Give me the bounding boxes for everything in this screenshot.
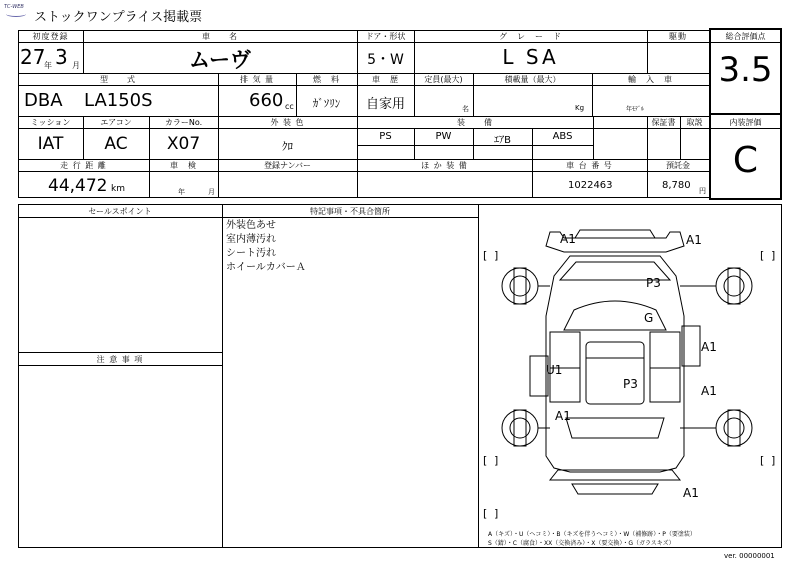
damage-mark: U1 [546, 363, 563, 377]
load-unit: Kg [575, 104, 585, 112]
label-other-equipment: ほ か 装 備 [421, 161, 468, 170]
label-fuel: 燃 料 [313, 75, 340, 84]
sales-point-title: セールスポイント [88, 207, 152, 216]
car-name: ムーヴ [189, 48, 251, 72]
first-reg-month: 3 [55, 45, 68, 69]
displacement: 660 [249, 90, 284, 111]
wheel-rr [716, 410, 752, 446]
note-item: 外装色あせ [226, 220, 276, 231]
note-item: シート汚れ [226, 248, 276, 259]
wheel-rl [502, 410, 538, 446]
label-serial: 車 台 番 号 [566, 161, 613, 170]
label-equipment: 装 備 [457, 118, 493, 127]
label-car-name: 車 名 [202, 32, 238, 41]
label-load: 積載量（最大） [504, 75, 561, 84]
bracket: ] [771, 454, 776, 467]
aircon: AC [104, 134, 128, 154]
model-prefix: DBA [24, 90, 63, 111]
first-reg-year: 27 [20, 45, 46, 69]
damage-mark: A1 [701, 384, 717, 398]
capacity-unit: 名 [462, 105, 469, 113]
label-usage: 車 歴 [372, 75, 399, 84]
notes-title: 特記事項・不具合箇所 [310, 207, 390, 216]
label-rating: 総合評価点 [725, 32, 766, 41]
note-item: ホイールカバーＡ [226, 262, 306, 273]
damage-mark: P3 [646, 276, 661, 290]
label-drive: 駆動 [669, 32, 687, 41]
year-unit: 年 [44, 61, 52, 70]
interior-rating: C [732, 140, 759, 181]
label-grade: グ レ ー ド [499, 32, 562, 41]
damage-mark: A1 [555, 409, 571, 423]
note-item: 室内薄汚れ [226, 234, 276, 245]
bracket: [ [483, 454, 488, 467]
bracket: ] [494, 454, 499, 467]
damage-mark: A1 [701, 340, 717, 354]
grade: L SA [502, 45, 559, 69]
equipment-3: ｴｱB [494, 135, 511, 146]
car-body-outline [546, 256, 684, 472]
equipment-2: PW [435, 131, 452, 142]
label-interior: 内装評価 [729, 118, 762, 127]
km-unit: km [111, 184, 125, 194]
label-mileage: 走 行 距 離 [60, 161, 107, 170]
version: ver. 00000001 [724, 552, 775, 560]
label-exterior: 外 装 色 [270, 118, 305, 127]
caution-title: 注 意 事 項 [96, 355, 144, 364]
label-manual: 取説 [686, 118, 703, 127]
legend-line-2: S（錆）・C（腐食）・XX（交換済み）・X（要交換）・G（ガラスキズ） [488, 540, 675, 547]
label-first-reg: 初度登録 [32, 32, 69, 41]
label-mission: ミッション [30, 118, 71, 127]
month-unit: 月 [72, 61, 80, 70]
inspection-year-unit: 年 [178, 188, 185, 196]
wheel-fr [716, 268, 752, 304]
bracket: ] [771, 249, 776, 262]
label-model: 型 式 [100, 75, 136, 84]
fuel: ｶﾞｿﾘﾝ [312, 97, 341, 110]
cc-unit: cc [285, 102, 294, 111]
equipment-4: ABS [552, 131, 573, 142]
mileage: 44,472 [48, 176, 108, 196]
legend-line-1: A（キズ）・U（ヘコミ）・B（キズを伴うヘコミ）・W（補修跡）・P（要塗装） [488, 531, 696, 538]
import-model-year: 年ﾓﾃﾞﾙ [626, 106, 645, 113]
overall-rating: 3.5 [718, 50, 773, 90]
wheel-fl [502, 268, 538, 304]
logo [4, 4, 30, 18]
label-inspection: 車 検 [170, 161, 197, 170]
damage-mark: A1 [683, 486, 699, 500]
roof [586, 342, 644, 404]
page-title: ストックワンプライス掲載票 [34, 10, 203, 25]
car-damage-diagram [480, 206, 780, 524]
logo-swoosh [6, 11, 26, 17]
damage-mark: G [644, 311, 654, 325]
equipment-1: PS [379, 131, 392, 142]
mission: IAT [37, 134, 64, 154]
usage: 自家用 [365, 97, 405, 112]
bracket: ] [494, 507, 499, 520]
label-displacement: 排 気 量 [239, 75, 275, 84]
logo-text: TC-WEB [4, 4, 24, 10]
label-color: カラーNo. [164, 118, 203, 127]
label-import: 輸 入 車 [628, 75, 673, 84]
bracket: [ [760, 454, 765, 467]
label-plate: 登録ナンバー [263, 161, 312, 170]
damage-mark: P3 [623, 377, 638, 391]
label-aircon: エアコン [100, 118, 132, 127]
model-code: LA150S [84, 90, 153, 111]
deposit: 8,780 [662, 180, 691, 191]
damage-mark: A1 [686, 233, 702, 247]
label-capacity: 定員(最大) [424, 75, 463, 84]
color-no: X07 [166, 134, 201, 154]
damage-mark: A1 [560, 232, 576, 246]
bracket: [ [483, 507, 488, 520]
bracket: [ [760, 249, 765, 262]
exterior-color: ｸﾛ [282, 140, 293, 153]
yen-unit: 円 [699, 187, 706, 195]
label-warranty: 保証書 [651, 118, 676, 127]
bracket: [ [483, 249, 488, 262]
inspection-month-unit: 月 [208, 188, 215, 196]
label-body: ドア・形状 [365, 32, 406, 41]
body-type: 5・W [367, 52, 404, 68]
notes-list [226, 219, 306, 275]
bracket: ] [494, 249, 499, 262]
label-price: 預託金 [666, 161, 690, 170]
serial-number: 1022463 [568, 180, 613, 191]
